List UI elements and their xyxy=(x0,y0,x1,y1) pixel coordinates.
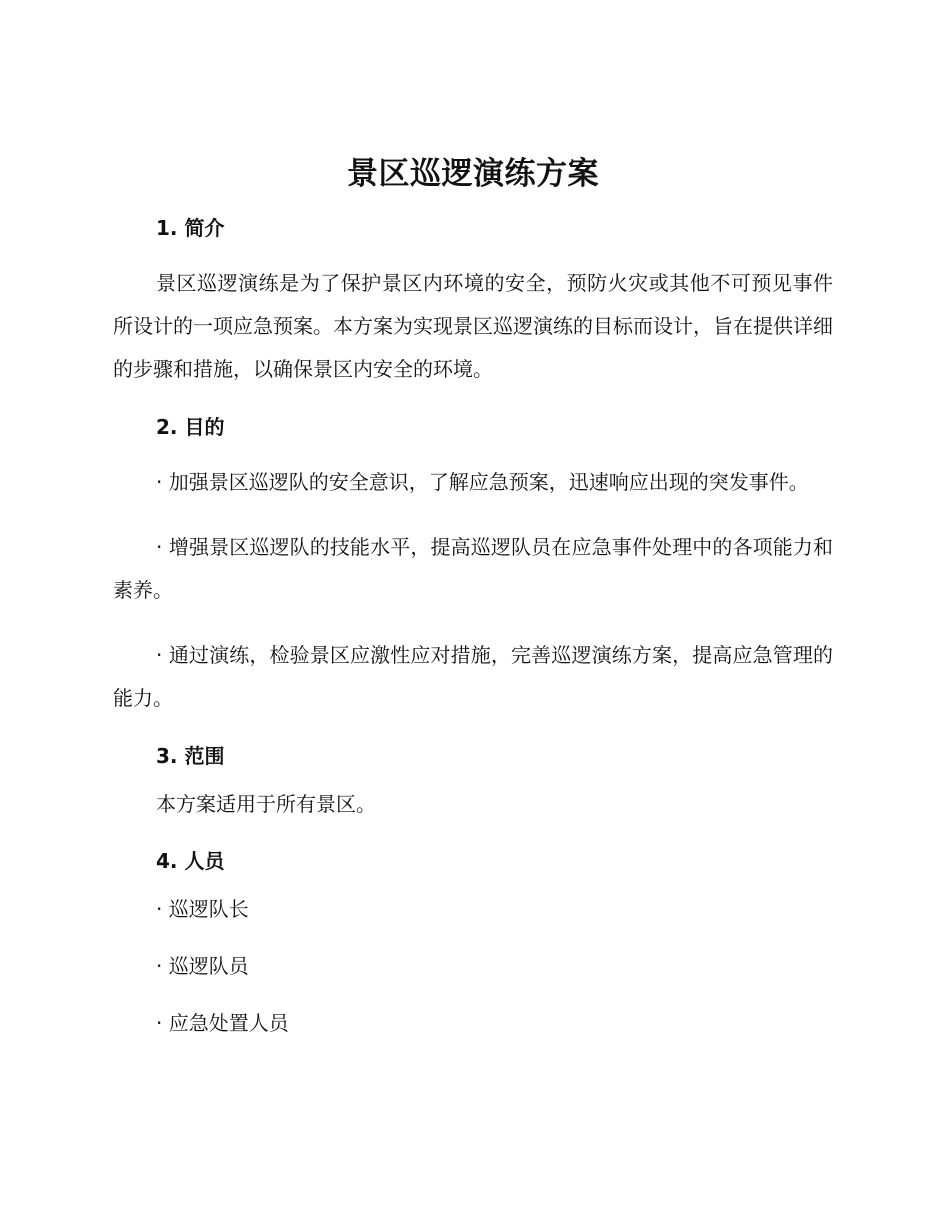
personnel-item-emergency-staff: · 应急处置人员 xyxy=(156,1011,289,1035)
section-heading-personnel: 4. 人员 xyxy=(156,849,225,873)
personnel-item-patrol-member: · 巡逻队员 xyxy=(156,954,249,978)
introduction-paragraph: 景区巡逻演练是为了保护景区内环境的安全，预防火灾或其他不可预见事件所设计的一项应急预案。本方案为实现景区巡逻演练的目标而设计，旨在提供详细的步骤和措施，以确保景区内安全的环境。 xyxy=(113,271,833,381)
section-purpose xyxy=(113,413,833,720)
document-body xyxy=(113,148,833,1066)
section-scope xyxy=(113,742,833,818)
document-title: 景区巡逻演练方案 xyxy=(347,156,599,192)
purpose-item-1: · 加强景区巡逻队的安全意识，了解应急预案，迅速响应出现的突发事件。 xyxy=(156,470,809,494)
section-heading-scope: 3. 范围 xyxy=(156,744,225,768)
section-heading-introduction: 1. 简介 xyxy=(156,216,225,240)
purpose-item-3: · 通过演练，检验景区应激性应对措施，完善巡逻演练方案，提高应急管理的能力。 xyxy=(113,643,833,710)
section-personnel xyxy=(113,847,833,1037)
purpose-item-2: · 增强景区巡逻队的技能水平，提高巡逻队员在应急事件处理中的各项能力和素养。 xyxy=(113,535,833,602)
section-introduction xyxy=(113,214,833,391)
scope-paragraph: 本方案适用于所有景区。 xyxy=(156,792,376,816)
personnel-item-patrol-leader: · 巡逻队长 xyxy=(156,897,249,921)
section-heading-purpose: 2. 目的 xyxy=(156,415,225,439)
